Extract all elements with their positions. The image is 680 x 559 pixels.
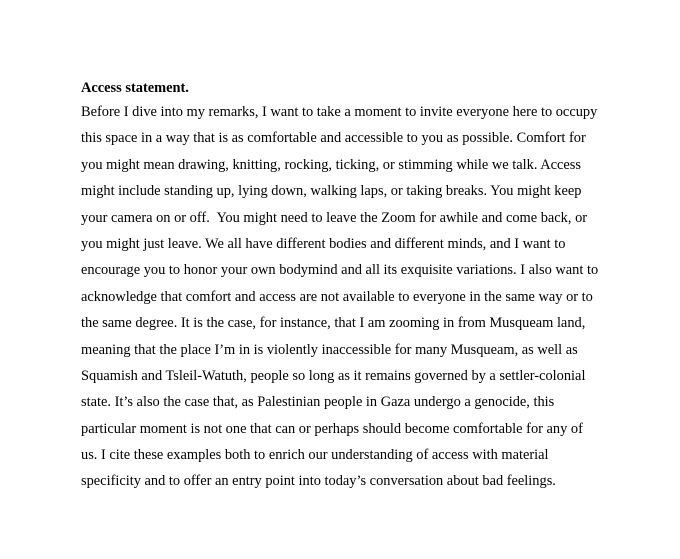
body-text-line: specificity and to offer an entry point into today’s conversation about bad feelings. (81, 473, 556, 490)
document-body (81, 77, 641, 495)
body-text-line: meaning that the place I’m in is violently inaccessible for many Musqueam, as well as (81, 341, 578, 358)
body-text-line: you might just leave. We all have different bodies and different minds, and I want to (81, 235, 566, 252)
body-text-line: your camera on or off. You might need to leave the Zoom for awhile and come back, or (81, 209, 588, 226)
body-text-line: us. I cite these examples both to enrich our understanding of access with material (81, 447, 549, 464)
body-text-line: encourage you to honor your own bodymind and all its exquisite variations. I also want to (81, 262, 599, 279)
section-heading: Access statement. (81, 80, 189, 96)
body-text-line: you might mean drawing, knitting, rocking, ticking, or stimming while we talk. Access (81, 156, 581, 173)
body-text-line: particular moment is not one that can or perhaps should become comfortable for any of (81, 420, 583, 437)
body-text-line: acknowledge that comfort and access are not available to everyone in the same way or to (81, 288, 593, 305)
body-text-line: state. It’s also the case that, as Palestinian people in Gaza undergo a genocide, this (81, 394, 555, 411)
body-text-line: Before I dive into my remarks, I want to take a moment to invite everyone here to occupy (81, 104, 598, 120)
body-text-line: this space in a way that is as comfortable and accessible to you as possible. Comfort for (81, 130, 586, 147)
body-text-line: might include standing up, lying down, walking laps, or taking breaks. You might keep (81, 183, 582, 200)
body-text-line: Squamish and Tsleil-Watuth, people so long as it remains governed by a settler-colonial (81, 367, 586, 384)
body-text-line: the same degree. It is the case, for instance, that I am zooming in from Musqueam land, (81, 315, 586, 332)
